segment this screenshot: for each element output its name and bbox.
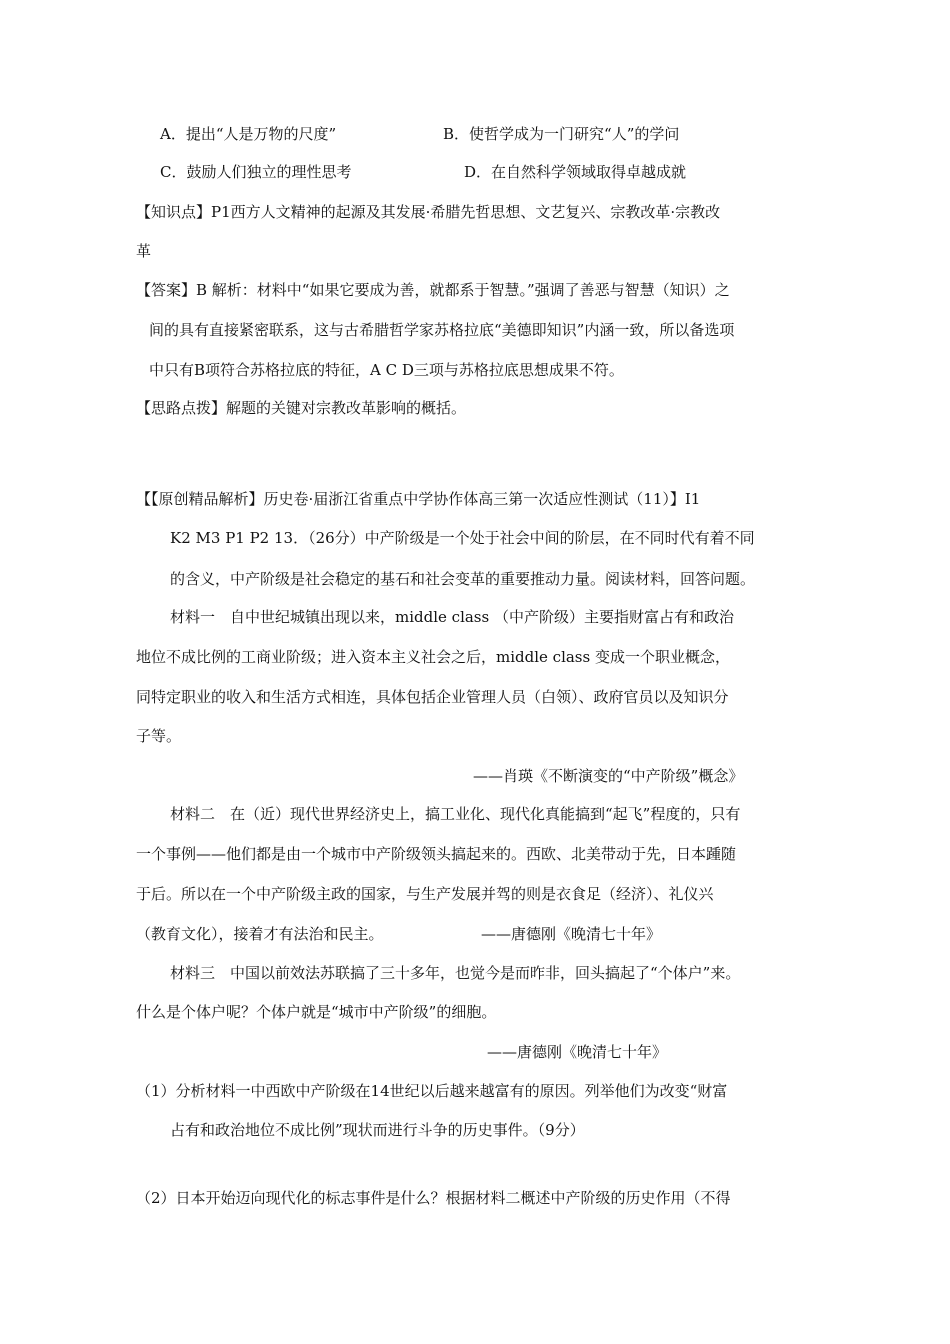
question-2: （2）日本开始迈向现代化的标志事件是什么？根据材料二概述中产阶级的历史作用（不得: [136, 1189, 731, 1207]
material-two-source: ——唐德刚《晚清七十年》: [481, 925, 662, 943]
material-two-cont: （教育文化），接着才有法治和民主。: [136, 925, 384, 943]
knowledge-point-line: 【知识点】P1西方人文精神的起源及其发展·希腊先哲思想、文艺复兴、宗教改革·宗教改: [136, 203, 721, 221]
question-header-cont: K2 M3 P1 P2 13．（26分）中产阶级是一个处于社会中间的阶层，在不同时代有着不同: [170, 529, 755, 547]
question-1: （1）分析材料一中西欧中产阶级在14世纪以后越来越富有的原因。列举他们为改变“财富: [136, 1082, 728, 1100]
material-three: 材料三 中国以前效法苏联搞了三十多年，也觉今是而昨非，回头搞起了“个体户”来。: [170, 964, 741, 982]
answer-line-cont: 间的具有直接紧密联系，这与古希腊哲学家苏格拉底“美德即知识”内涵一致，所以备选项: [149, 321, 735, 339]
solution-tip: 【思路点拨】解题的关键对宗教改革影响的概括。: [136, 399, 467, 417]
material-one-cont: 同特定职业的收入和生活方式相连，具体包括企业管理人员（白领）、政府官员以及知识分: [136, 688, 729, 706]
question-header: 【【原创精品解析】历史卷·届浙江省重点中学协作体高三第一次适应性测试（11）】I1: [136, 490, 701, 508]
option-b: B．使哲学成为一门研究“人”的学问: [443, 125, 680, 143]
material-two-cont: 于后。所以在一个中产阶级主政的国家，与生产发展并驾的则是衣食足（经济）、礼仪兴: [136, 885, 714, 903]
answer-line: 【答案】B 解析：材料中“如果它要成为善，就都系于智慧。”强调了善恶与智慧（知识）之: [136, 281, 730, 299]
material-one-source: ——肖瑛《不断演变的“中产阶级”概念》: [473, 767, 744, 785]
material-two-cont: 一个事例——他们都是由一个城市中产阶级领头搞起来的。西欧、北美带动于先，日本踵随: [136, 845, 737, 863]
knowledge-point-line-cont: 革: [136, 242, 152, 260]
option-a: A．提出“人是万物的尺度”: [160, 125, 337, 143]
question-header-cont: 的含义，中产阶级是社会稳定的基石和社会变革的重要推动力量。阅读材料，回答问题。: [170, 570, 756, 588]
option-d: D．在自然科学领域取得卓越成就: [464, 163, 687, 181]
answer-line-cont: 中只有B项符合苏格拉底的特征，A C D三项与苏格拉底思想成果不符。: [149, 361, 624, 379]
material-two: 材料二 在（近）现代世界经济史上，搞工业化、现代化真能搞到“起飞”程度的，只有: [170, 805, 741, 823]
material-three-cont: 什么是个体户呢？个体户就是“城市中产阶级”的细胞。: [136, 1003, 497, 1021]
material-three-source: ——唐德刚《晚清七十年》: [487, 1043, 668, 1061]
question-1-cont: 占有和政治地位不成比例”现状而进行斗争的历史事件。（9分）: [170, 1121, 585, 1139]
material-one-cont: 子等。: [136, 727, 182, 745]
material-one-cont: 地位不成比例的工商业阶级；进入资本主义社会之后，middle class 变成一个职业概念，: [136, 648, 730, 666]
material-one: 材料一 自中世纪城镇出现以来，middle class （中产阶级）主要指财富占有和政治: [170, 608, 734, 626]
option-c: C．鼓励人们独立的理性思考: [160, 163, 352, 181]
